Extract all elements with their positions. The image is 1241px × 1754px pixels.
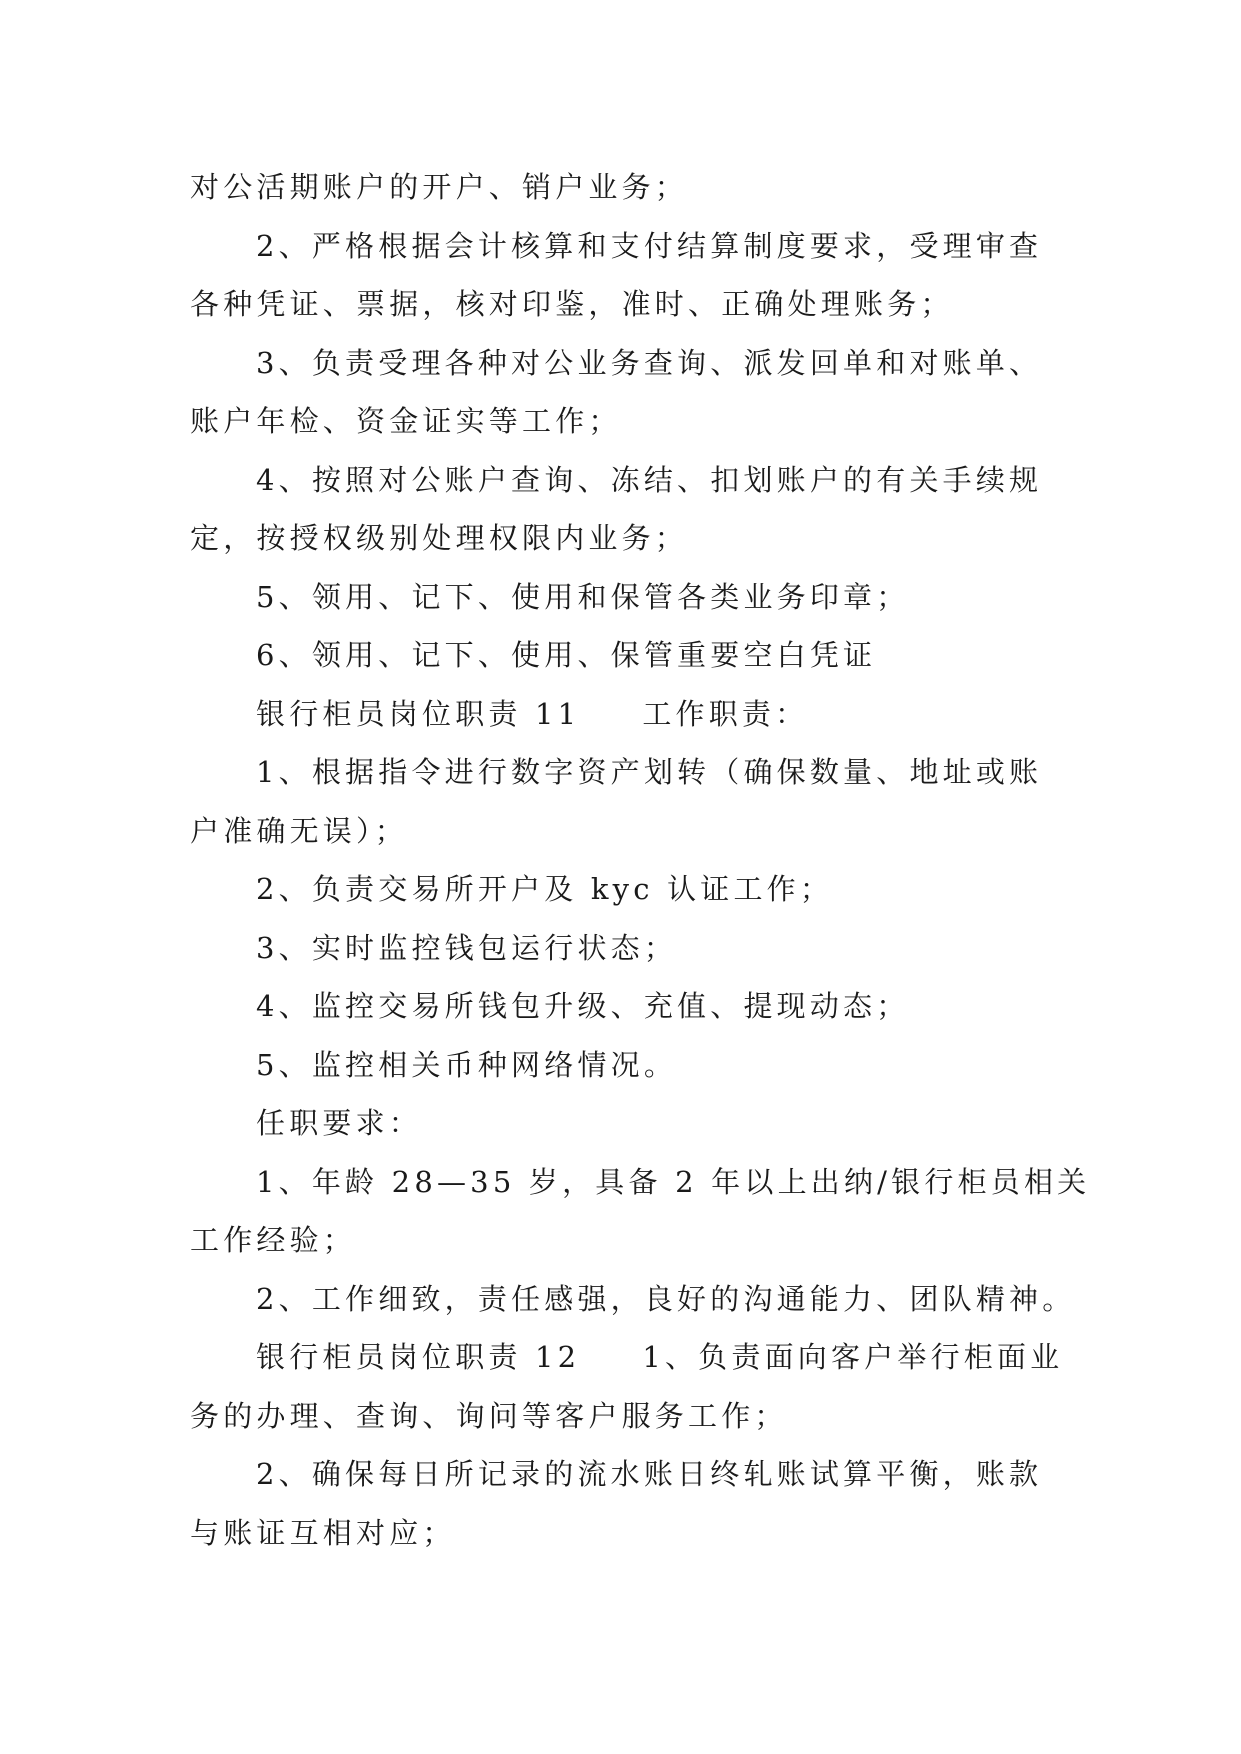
text-line: 5、领用、记下、使用和保管各类业务印章； [256,579,910,614]
text-line: 6、领用、记下、使用、保管重要空白凭证 [256,638,877,672]
text-line: 1、根据指令进行数字资产划转（确保数量、地址或账 [256,755,1043,789]
text-line: 4、监控交易所钱包升级、充值、提现动态； [256,989,910,1023]
text-line: 2、严格根据会计核算和支付结算制度要求，受理审查 [256,228,1043,263]
text-line: 账户年检、资金证实等工作； [190,404,622,438]
section-heading-line [190,1328,1064,1387]
text-line: 工作经验； [190,1223,357,1257]
text-line: 3、负责受理各种对公业务查询、派发回单和对账单、 [256,345,1043,380]
text-line: 对公活期账户的开户、销户业务； [190,170,689,204]
text-line: 2、工作细致，责任感强，良好的沟通能力、团队精神。 [256,1281,1076,1316]
section-first-item: 1、负责面向客户举行柜面业 [642,1340,1064,1374]
text-line: 户准确无误）； [190,813,408,848]
text-line: 各种凭证、票据，核对印鉴，准时、正确处理账务； [190,287,954,321]
text-line: 5、监控相关币种网络情况。 [256,1047,678,1082]
text-line: 1、年龄 28—35 岁，具备 2 年以上出纳/银行柜员相关 [256,1164,1091,1199]
text-line: 与账证互相对应； [190,1515,456,1550]
section-heading-line [190,685,1060,744]
text-line: 3、实时监控钱包运行状态； [256,930,678,965]
text-line: 2、负责交易所开户及 kyc 认证工作； [256,872,834,906]
text-line: 定，按授权级别处理权限内业务； [190,521,689,555]
section-heading: 银行柜员岗位职责 11 [256,696,581,731]
text-line: 4、按照对公账户查询、冻结、扣划账户的有关手续规 [256,462,1043,497]
section-subheading: 工作职责： [642,696,809,731]
document-body [190,158,1091,1562]
text-line: 2、确保每日所记录的流水账日终轧账试算平衡，账款 [256,1457,1043,1491]
section-heading: 银行柜员岗位职责 12 [256,1340,581,1374]
text-line: 任职要求： [256,1106,423,1140]
text-line: 务的办理、查询、询问等客户服务工作； [190,1398,788,1433]
